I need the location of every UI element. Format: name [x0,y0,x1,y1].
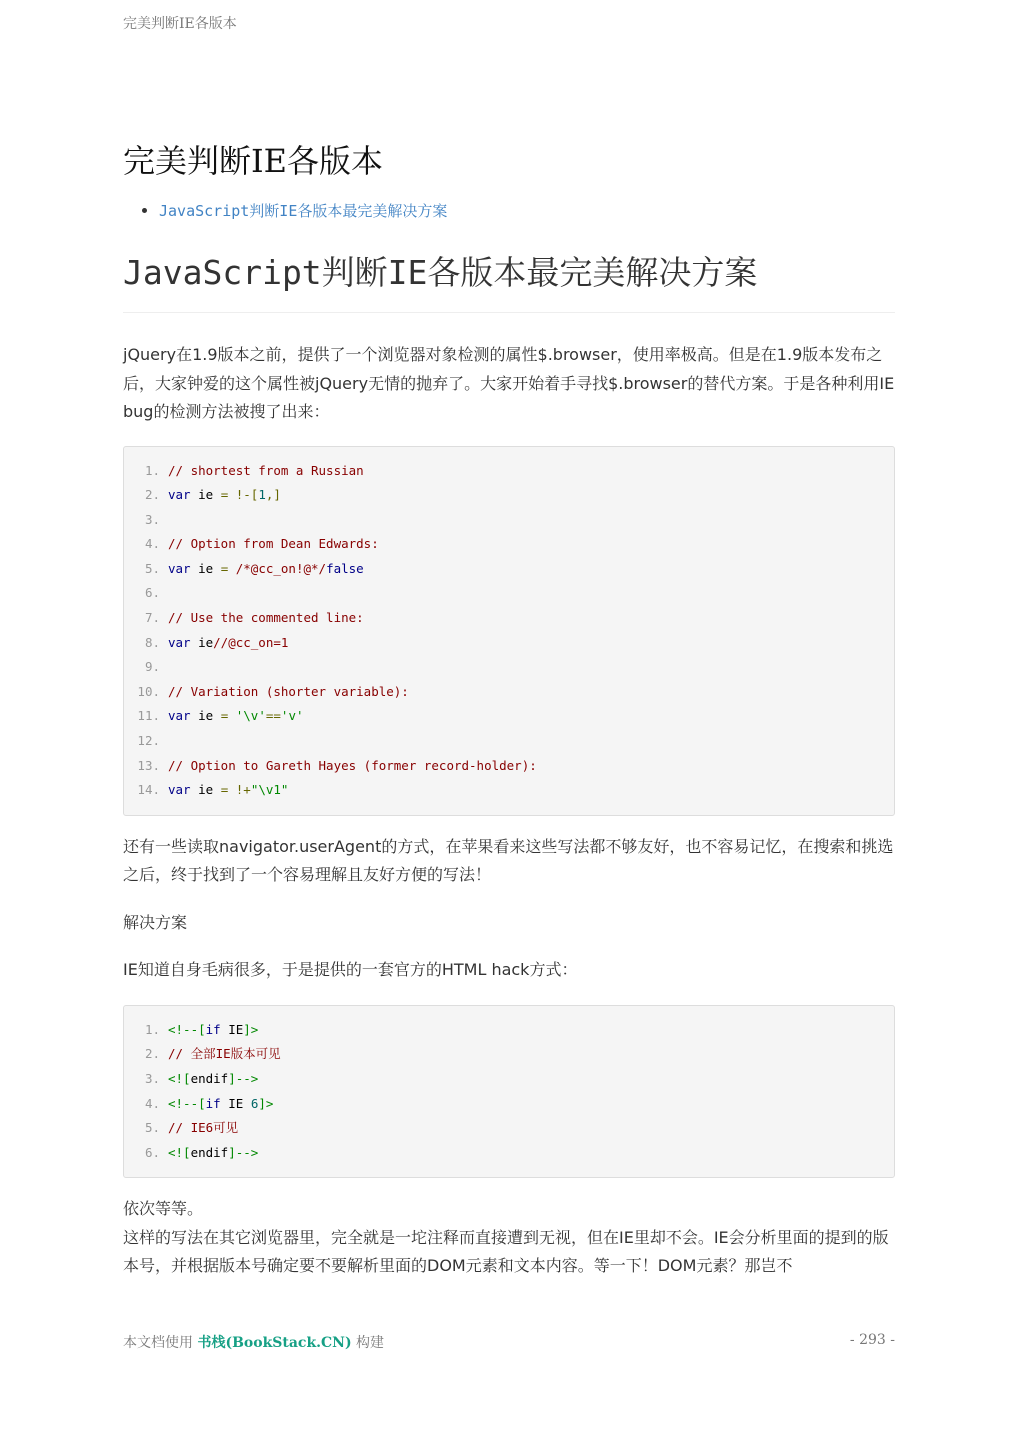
code-token: = [220,782,229,798]
code-token: ie [190,634,214,650]
line-number: 8. [144,634,160,650]
paragraph-and-so-on: 依次等等。 [123,1199,204,1219]
code-token: 1 [258,487,266,503]
line-number: 11. [137,708,160,724]
code-block-browser-detection [123,446,895,816]
line-number: 1. [144,1021,160,1037]
code-token: '\v' [235,708,266,724]
code-token: = [220,560,229,576]
code-line [136,754,880,779]
line-number: 5. [144,1120,160,1136]
code-line [136,1092,880,1117]
line-number: 3. [144,1071,160,1086]
code-line [136,459,880,484]
footer-brand-link[interactable]: 书栈(BookStack.CN) [197,1335,352,1351]
code-line [136,483,880,508]
code-token: "\v1" [250,782,289,798]
code-line [136,680,880,705]
line-number: 2. [144,1046,160,1062]
toc-link[interactable]: JavaScript判断IE各版本最完美解决方案 [159,202,448,220]
code-token: // Option to Gareth Hayes (former record-holder): [168,757,537,773]
code-token: var [168,487,191,503]
code-token: ie [190,708,221,724]
code-line [136,655,880,680]
line-number: 10. [137,683,160,699]
code-token: endif [190,1144,229,1160]
line-number: 6. [144,1144,160,1160]
code-line [136,581,880,606]
code-line [136,1018,880,1043]
toc-item [159,198,895,224]
code-line [136,606,880,631]
line-number: 6. [144,585,160,601]
code-token [228,708,236,723]
table-of-contents [123,198,895,224]
document-content [123,138,895,1281]
code-token: ie [190,487,221,503]
code-token: IE [220,1095,251,1111]
paragraph-solution-heading: 解决方案 [123,912,188,932]
line-number: 7. [144,610,160,626]
line-number: 13. [137,757,160,773]
footer-suffix: 构建 [351,1335,385,1351]
code-line [136,729,880,754]
code-token: = [220,708,229,724]
code-token: if [205,1095,221,1111]
code-block-conditional-comments [123,1005,895,1179]
section-title: JavaScript判断IE各版本最完美解决方案 [123,248,895,313]
paragraph-explanation: 这样的写法在其它浏览器里，完全就是一坨注释而直接遭到无视，但在IE里却不会。IE会分析里面的提到的版本号，并根据版本号确定要不要解析里面的DOM元素和文本内容。等一下！DOM元素？那岂不 [123,1227,889,1276]
code-token: 6 [250,1095,259,1111]
code-token [228,487,236,502]
code-token: false [326,560,364,576]
intro-paragraph: jQuery在1.9版本之前，提供了一个浏览器对象检测的属性$.browser，使用率极高。但是在1.9版本发布之后，大家钟爱的这个属性被jQuery无情的抛弃了。大家开始着手寻找$.browser的替代方案。于是各种利用IE bug的检测方法被搜了出来： [123,345,895,421]
code-token: 'v' [280,708,304,724]
code-line [136,631,880,656]
code-token: // shortest from a Russian [168,462,364,478]
running-header: 完美判断IE各版本 [123,16,237,32]
code-line [136,557,880,582]
code-token: <![ [168,1144,191,1160]
code-token: if [205,1021,221,1037]
code-line [136,1067,880,1092]
code-token: // Option from Dean Edwards: [168,536,379,552]
code-token [228,782,236,797]
code-token: <!--[ [168,1095,206,1111]
code-token [228,561,236,576]
code-token: ie [190,782,221,798]
code-token: ]> [243,1021,259,1037]
line-number: 3. [144,511,160,527]
line-number: 4. [144,1095,160,1111]
code-token: !+ [235,782,251,798]
page-number: - 293 - [849,1332,895,1348]
code-line [136,1116,880,1141]
page-title: 完美判断IE各版本 [123,142,384,180]
code-line [136,1042,880,1067]
code-token: ]> [258,1095,274,1111]
code-token: //@cc_on=1 [213,634,289,650]
code-token: var [168,708,191,724]
line-number: 5. [144,560,160,576]
footer-credit [123,1332,384,1352]
code-token: <!--[ [168,1021,206,1037]
line-number: 9. [144,659,160,675]
code-token: // Variation (shorter variable): [168,683,409,699]
code-line [136,704,880,729]
code-line [136,778,880,803]
line-number: 1. [144,462,160,478]
code-line [136,1141,880,1166]
code-token: // IE6可见 [168,1120,239,1136]
code-token: ]--> [228,1144,259,1160]
code-token: <![ [168,1071,191,1086]
line-number: 14. [137,782,160,798]
footer-prefix: 本文档使用 [123,1335,198,1351]
code-token: == [265,708,281,724]
line-number: 4. [144,536,160,552]
code-token: // 全部IE版本可见 [168,1046,281,1062]
code-token: // Use the commented line: [168,610,364,626]
code-token: ]--> [228,1071,259,1086]
code-token: IE [220,1021,244,1037]
paragraph-html-hack: IE知道自身毛病很多，于是提供的一套官方的HTML hack方式： [123,960,578,980]
code-token: var [168,782,191,798]
code-token: = [220,487,229,503]
code-token: var [168,560,191,576]
code-token: !-[ [235,487,259,503]
code-token: ie [190,560,221,576]
code-token: endif [190,1071,229,1086]
code-line [136,532,880,557]
line-number: 12. [137,733,160,749]
paragraph-useragent: 还有一些读取navigator.userAgent的方式，在苹果看来这些写法都不够友好，也不容易记忆，在搜索和挑选之后，终于找到了一个容易理解且友好方便的写法！ [123,836,894,885]
code-token: ,] [265,487,281,503]
code-token: /*@cc_on!@*/ [235,560,327,576]
code-line [136,508,880,533]
line-number: 2. [144,487,160,503]
code-token: var [168,634,191,650]
